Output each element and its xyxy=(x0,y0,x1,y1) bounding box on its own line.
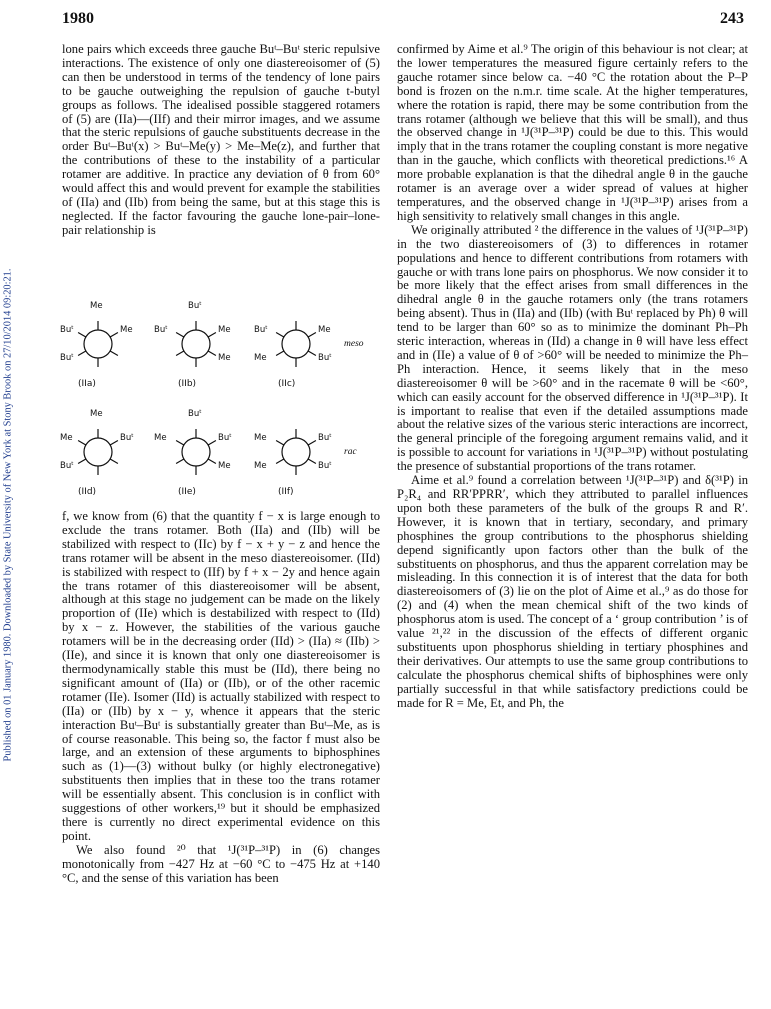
back-bond xyxy=(176,333,184,338)
newman-circle xyxy=(282,330,310,358)
back-bond xyxy=(308,333,316,338)
newman-projection-figure xyxy=(58,296,383,506)
back-top-left-label: Buᵗ xyxy=(154,325,168,335)
rotamer-caption: (IIe) xyxy=(178,487,196,497)
paragraph: f, we know from (6) that the quantity f − x is large enough to exclude the trans rotamer. Both (IIa) and (IIb) will be stabilized with respect to (IIc) by f − x + y − z and hence the trans rotamer will be absent in the meso diastereoisomer. (IId) is stabilized with respect to (IIf) by f + x − 2y and hence again the trans rotamer of this diastereoisomer will be absent, although at this stage no judgement can be made on the likely proportion of (IIe) which is destabilized with respect to (IId) by x − z. However, the stabilities of the various gauche rotamers will be in the decreasing order (IId) > (IIa) ≈ (IIb) > (IIe), and since it is known that only one diastereoisomer is thermodynamically stable this must be (IId), there being no significant amount of (IIa) or (IIb), or of the other racemic rotamer (IIe). Isomer (IId) is actually stabilized with respect to (IIa) or (IIb) by x − y, whence it appears that the steric interaction Buᵗ–Buᵗ is substantially greater than Buᵗ–Me, as is of course reasonable. This being so, the factor f must also be large, and an extension of these arguments to biphosphines such as (1)—(3) without bulky (or highly electronegative) substituents then implies that in these too the trans rotamer will be essentially absent. This conclusion is in conflict with suggestions of other workers,¹⁹ but it should be emphasized there is currently no direct experimental evidence on this point. xyxy=(62,509,380,843)
rotamer-iib xyxy=(154,301,231,389)
paragraph: Aime et al.⁹ found a correlation between ¹J(³¹P–³¹P) and δ(³¹P) in P₂R₄ and RR′PPRR′, which they attributed to parallel influences upon both these parameters of the bulk of the groups R and R′. However, it is known that in tertiary, secondary, and primary phosphines the group contributions to the phosphorus shielding depend significantly upon factors other than the bulk of the substituents on phosphorus, and thus the apparent correlation may be misleading. In this connection it is of interest that the data for both diastereoisomers of (3) lie on the plot of Aime et al.,⁹ as do those for (2) and (4) when the mean chemical shift of the two kinds of phosphorus atom is used. The concept of a ‘ group contribution ’ is of value ²¹,²² in the discussion of the effects of different organic substituents upon phosphorus shielding in tertiary phosphines and their derivatives. Our attempts to use the same group contributions to calculate the phosphorus chemical shifts of biphosphines were only partially successful in that while satisfactory predictions could be made for R = Me, Et, and Ph, the xyxy=(397,473,748,710)
rotamer-iia xyxy=(60,301,133,389)
front-bottom-left-label: Buᵗ xyxy=(60,461,74,471)
back-bond xyxy=(276,441,284,446)
newman-circle xyxy=(84,438,112,466)
paragraph: lone pairs which exceeds three gauche Buᵗ–Buᵗ steric repulsive interactions. The existence of only one diastereoisomer of (5) can then be understood in terms of the tendency of lone pairs to be gauche outweighing the repulsion of gauche t-butyl groups as follows. The idealised possible staggered rotamers of (5) are (IIa)—(IIf) and their mirror images, and we assume that the steric repulsions of gauche substituents decrease in the order Buᵗ–Buᵗ(x) > Buᵗ–Me(y) > Me–Me(z), and further that the contributions of these to the instability of a particular rotamer are additive. In practice any deviation of θ from 60° would affect this and would prevent for example the stabilities of (IIa) and (IIb) from being the same, but at this stage this is neglected. If the factor favouring the gauche lone-pair–lone-pair relationship is xyxy=(62,42,380,237)
download-stamp xyxy=(1,130,15,900)
rotamer-iif xyxy=(254,429,332,497)
back-top-left-label: Buᵗ xyxy=(254,325,268,335)
front-top-label: Me xyxy=(90,409,103,419)
right-column xyxy=(397,43,748,711)
paragraph: We also found ²⁰ that ¹J(³¹P–³¹P) in (6) changes monotonically from −427 Hz at −60 °C to −475 Hz at +140 °C, and the sense of this variation has been xyxy=(62,842,380,885)
rotamer-caption: (IIc) xyxy=(278,379,296,389)
page-year: 1980 xyxy=(62,10,94,27)
newman-circle xyxy=(182,330,210,358)
rotamer-caption: (IIf) xyxy=(278,487,294,497)
front-top-label: Buᵗ xyxy=(188,409,202,419)
back-top-left-label: Me xyxy=(60,433,73,443)
back-bond xyxy=(176,441,184,446)
left-column-top xyxy=(62,43,380,238)
front-bottom-right-label: Me xyxy=(218,461,231,471)
back-top-right-label: Me xyxy=(120,325,133,335)
front-top-label: Me xyxy=(90,301,103,311)
front-bottom-right-label: Buᵗ xyxy=(318,461,332,471)
rotamer-iic xyxy=(254,321,332,389)
rac-label: rac xyxy=(344,447,357,457)
newman-circle xyxy=(182,438,210,466)
back-bond xyxy=(78,333,86,338)
meso-label: meso xyxy=(344,339,364,349)
page-number: 243 xyxy=(720,10,744,27)
back-bond xyxy=(276,333,284,338)
back-bond xyxy=(208,333,216,338)
back-top-left-label: Buᵗ xyxy=(60,325,74,335)
back-bond xyxy=(110,441,118,446)
front-bottom-right-label: Buᵗ xyxy=(318,353,332,363)
rotamer-iie xyxy=(154,409,232,497)
back-top-right-label: Buᵗ xyxy=(120,433,134,443)
front-bottom-left-label: Me xyxy=(254,461,267,471)
back-top-left-label: Me xyxy=(154,433,167,443)
front-bottom-left-label: Me xyxy=(254,353,267,363)
back-bond xyxy=(208,441,216,446)
rotamer-caption: (IIb) xyxy=(178,379,197,389)
paragraph: We originally attributed ² the difference in the values of ¹J(³¹P–³¹P) in the two diastereoisomers of (3) to differences in rotamer populations and hence to different contributions from rotamers with gauche or with trans lone pairs on phosphorus. We now consider it to be more likely that the effect arises from small differences in the dihedral angle θ in the gauche rotamers only (the trans rotamers being absent). Thus in (IIa) and (IIb) (with Buᵗ replaced by Ph) θ will tend to be larger than 60° so as to minimize the dominant Ph–Ph steric interaction, whereas in (IId) a change in θ will have less effect and in (IIe) a value of θ of >60° will be needed to minimize the Ph–Ph interaction. Hence, it seems likely that in the meso diastereoisomer θ will be >60° and in the racemate θ will be <60°, which can easily account for the observed difference in ¹J(³¹P–³¹P). It is important to realise that even if the detailed assumptions made about the relative sizes of the various steric interactions are incorrect, the general principle of the foregoing argument remains valid, and it is possible to account for variations in ¹J(³¹P–³¹P) without postulating the presence of substantial proportions of the trans rotamer. xyxy=(397,222,748,474)
paragraph: confirmed by Aime et al.⁹ The origin of this behaviour is not clear; at the lower temperatures the measured figure certainly refers to the gauche rotamer since below ca. −40 °C the rotation about the P–P bond is frozen on the n.m.r. time scale. At the higher temperatures, where the rotation is rapid, there may be some contribution from the trans rotamer (although we believe that this will be small), and thus the observed change in ¹J(³¹P–³¹P) could be due to this. This would imply that in the trans rotamer the coupling constant is more negative than in the gauche, which conflicts with theoretical predictions.¹⁶ A more probable explanation is that the dihedral angle θ in the gauche rotamer is an average over a wider spread of values at higher temperatures, and the observed change in ¹J(³¹P–³¹P) arises from a high sensitivity to relatively small changes in this angle. xyxy=(397,42,748,223)
newman-circle xyxy=(282,438,310,466)
front-bottom-left-label: Buᵗ xyxy=(60,353,74,363)
back-top-right-label: Me xyxy=(318,325,331,335)
back-top-right-label: Buᵗ xyxy=(218,433,232,443)
rotamer-caption: (IIa) xyxy=(78,379,96,389)
back-top-left-label: Me xyxy=(254,433,267,443)
newman-circle xyxy=(84,330,112,358)
back-bond xyxy=(78,441,86,446)
front-top-label: Buᵗ xyxy=(188,301,202,311)
back-top-right-label: Buᵗ xyxy=(318,433,332,443)
back-top-right-label: Me xyxy=(218,325,231,335)
front-bottom-right-label: Me xyxy=(218,353,231,363)
back-bond xyxy=(110,333,118,338)
rotamer-caption: (IId) xyxy=(78,487,97,497)
left-column-bottom xyxy=(62,510,380,885)
back-bond xyxy=(308,441,316,446)
rotamer-iid xyxy=(60,409,134,497)
download-stamp-text: Published on 01 January 1980. Downloaded by State University of New York at Stony Brook on 27/10/2014 09:20:21. xyxy=(2,268,14,762)
